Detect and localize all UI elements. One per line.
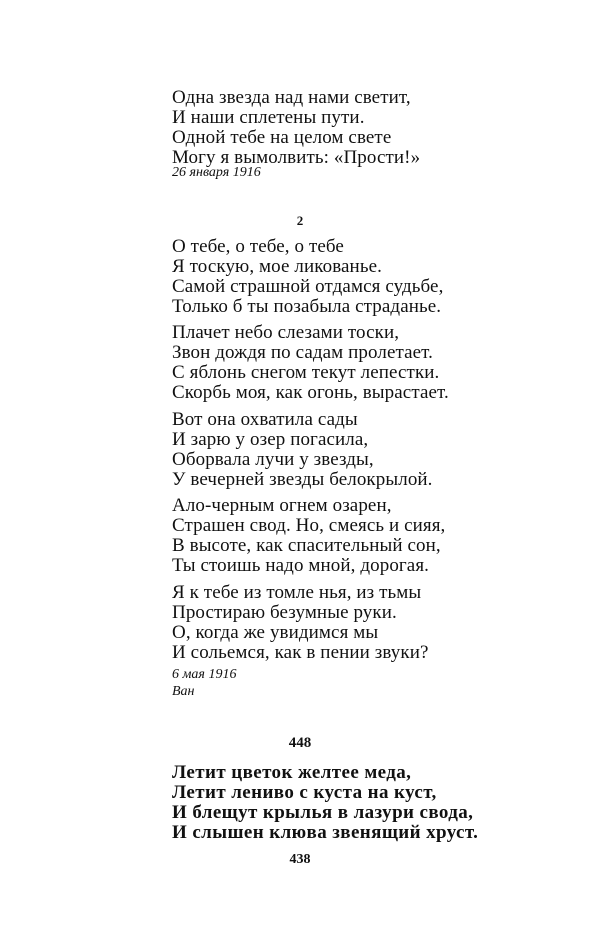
poem-line: Звон дождя по садам пролетает. <box>172 342 434 363</box>
poem2-place: Ван <box>172 684 195 699</box>
poem1-stanza <box>172 88 420 168</box>
poem-line: Я к тебе из томле нья, из тьмы <box>172 582 422 603</box>
poem-line: И слышен клюва звенящий хруст. <box>172 822 479 843</box>
poem-line: Плачет небо слезами тоски, <box>172 322 400 343</box>
poem-line: И блещут крылья в лазури свода, <box>172 802 474 823</box>
poem2-stanza-5 <box>172 583 429 663</box>
poem-line: Могу я вымолвить: «Прости!» <box>172 147 421 168</box>
poem-line: И наши сплетены пути. <box>172 107 365 128</box>
poem2-number: 2 <box>296 213 304 228</box>
poem-line: Только б ты позабыла страданье. <box>172 296 442 317</box>
poem2-stanza-4 <box>172 496 445 576</box>
poem-line: Простираю безумные руки. <box>172 602 397 623</box>
poem-line: Ало-черным огнем озарен, <box>172 495 392 516</box>
poem-line: Одна звезда над нами светит, <box>172 87 411 108</box>
poem-line: Летит цветок желтее меда, <box>172 762 412 783</box>
poem2-stanza-3 <box>172 410 433 490</box>
poem-line: Оборвала лучи у звезды, <box>172 449 374 470</box>
poem2-stanza-1 <box>172 237 443 317</box>
poem-line: Ты стоишь надо мной, дорогая. <box>172 555 430 576</box>
poem-line: В высоте, как спасительный сон, <box>172 535 441 556</box>
poem-line: О тебе, о тебе, о тебе <box>172 236 344 257</box>
poem-line: И зарю у озер погасила, <box>172 429 369 450</box>
poem2-stanza-2 <box>172 323 449 403</box>
poem-line: Я тоскую, мое ликованье. <box>172 256 382 277</box>
poem3-number: 448 <box>288 735 312 751</box>
poem2-date: 6 мая 1916 <box>172 667 237 682</box>
poem-line: Самой страшной отдамся судьбе, <box>172 276 444 297</box>
poem3-stanza <box>172 763 478 843</box>
poem-line: Вот она охватила сады <box>172 409 358 430</box>
poem1-date: 26 января 1916 <box>172 165 261 180</box>
page-number: 438 <box>289 852 311 867</box>
poem-line: Скорбь моя, как огонь, вырастает. <box>172 382 449 403</box>
poem-line: Одной тебе на целом свете <box>172 127 392 148</box>
poem-line: Летит лениво с куста на куст, <box>172 782 437 803</box>
poem-line: С яблонь снегом текут лепестки. <box>172 362 440 383</box>
poem-line: О, когда же увидимся мы <box>172 622 379 643</box>
poem-line: И сольемся, как в пении звуки? <box>172 642 429 663</box>
poem-line: Страшен свод. Но, смеясь и сияя, <box>172 515 446 536</box>
poem-line: У вечерней звезды белокрылой. <box>172 469 433 490</box>
